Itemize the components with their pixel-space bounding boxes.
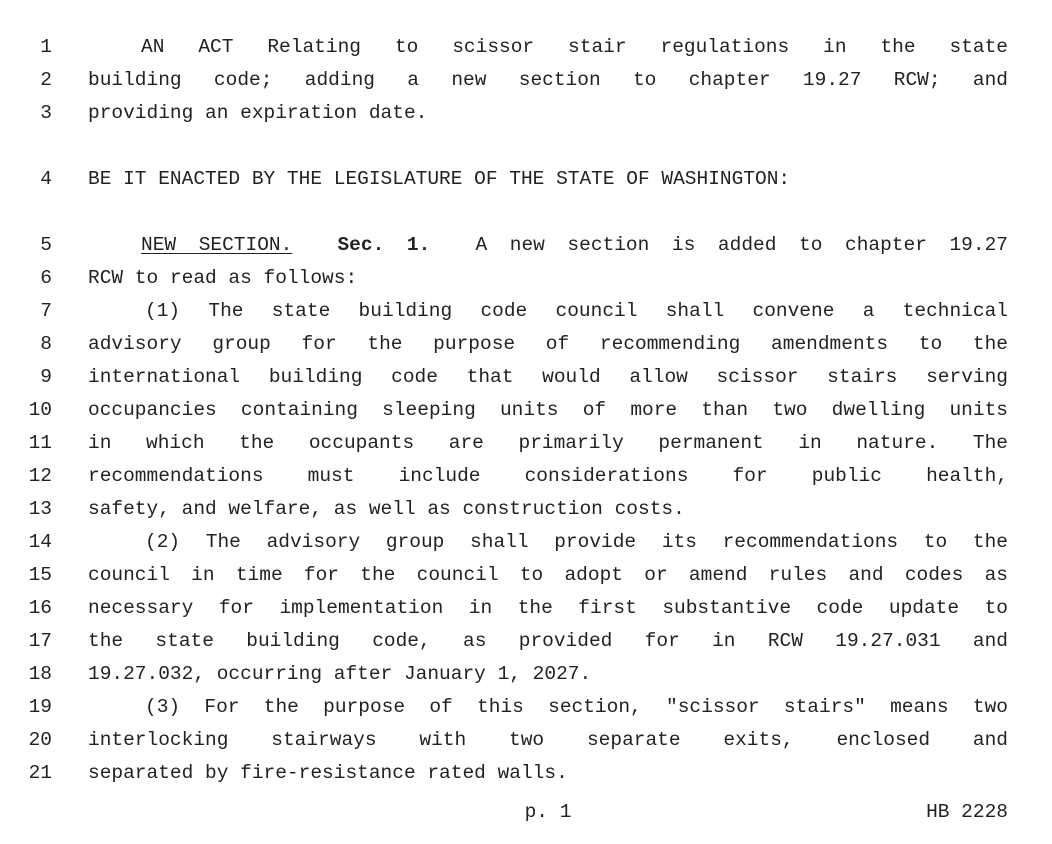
bill-line bbox=[0, 64, 1052, 97]
line-number: 16 bbox=[28, 597, 52, 619]
line-number: 13 bbox=[28, 498, 52, 520]
line-number: 10 bbox=[28, 399, 52, 421]
bill-line bbox=[0, 724, 1052, 757]
bill-line bbox=[0, 526, 1052, 559]
section-number: Sec. 1. bbox=[337, 234, 431, 256]
line-text: (1) The state building code council shall convene a technical bbox=[145, 300, 1008, 322]
line-number: 2 bbox=[40, 69, 52, 91]
bill-line bbox=[0, 31, 1052, 64]
line-number: 3 bbox=[40, 102, 52, 124]
line-number: 4 bbox=[40, 168, 52, 190]
enacting-clause bbox=[0, 163, 1052, 196]
bill-line bbox=[0, 394, 1052, 427]
line-number: 20 bbox=[28, 729, 52, 751]
line-number: 11 bbox=[28, 432, 52, 454]
line-number: 14 bbox=[28, 531, 52, 553]
bill-line bbox=[0, 262, 1052, 295]
bill-line bbox=[0, 361, 1052, 394]
bill-line bbox=[0, 691, 1052, 724]
line-number: 15 bbox=[28, 564, 52, 586]
line-text: RCW to read as follows: bbox=[88, 267, 358, 289]
bill-line bbox=[0, 559, 1052, 592]
line-number: 12 bbox=[28, 465, 52, 487]
bill-line bbox=[0, 328, 1052, 361]
bill-line bbox=[0, 295, 1052, 328]
line-text: necessary for implementation in the first substantive code update to bbox=[88, 597, 1008, 619]
line-number: 18 bbox=[28, 663, 52, 685]
new-section-label: NEW SECTION. bbox=[141, 234, 293, 256]
line-text: the state building code, as provided for in RCW 19.27.031 and bbox=[88, 630, 1008, 652]
line-text: recommendations must include considerations for public health, bbox=[88, 465, 1008, 487]
line-number: 19 bbox=[28, 696, 52, 718]
bill-line bbox=[0, 757, 1052, 790]
bill-line bbox=[0, 493, 1052, 526]
line-text: 19.27.032, occurring after January 1, 2027. bbox=[88, 663, 592, 685]
line-number: 1 bbox=[40, 36, 52, 58]
line-number: 21 bbox=[28, 762, 52, 784]
line-text: interlocking stairways with two separate exits, enclosed and bbox=[88, 729, 1008, 751]
bill-number: HB 2228 bbox=[926, 801, 1008, 823]
line-text: AN ACT Relating to scissor stair regulations in the state bbox=[141, 36, 1008, 58]
line-text: NEW SECTION. Sec. 1. A new section is added to chapter 19.27 bbox=[141, 234, 1008, 256]
line-text: occupancies containing sleeping units of more than two dwelling units bbox=[88, 399, 1008, 421]
line-text: safety, and welfare, as well as construction costs. bbox=[88, 498, 685, 520]
bill-line bbox=[0, 592, 1052, 625]
line-text: separated by fire-resistance rated walls. bbox=[88, 762, 568, 784]
page-number: p. 1 bbox=[524, 801, 572, 823]
line-text: (2) The advisory group shall provide its recommendations to the bbox=[145, 531, 1008, 553]
bill-line bbox=[0, 97, 1052, 130]
line-number: 8 bbox=[40, 333, 52, 355]
line-number: 9 bbox=[40, 366, 52, 388]
line-text: international building code that would allow scissor stairs serving bbox=[88, 366, 1008, 388]
line-number: 6 bbox=[40, 267, 52, 289]
bill-line bbox=[0, 460, 1052, 493]
line-number: 17 bbox=[28, 630, 52, 652]
bill-line bbox=[0, 658, 1052, 691]
bill-line bbox=[0, 625, 1052, 658]
line-text: in which the occupants are primarily permanent in nature. The bbox=[88, 432, 1008, 454]
line-text: BE IT ENACTED BY THE LEGISLATURE OF THE STATE OF WASHINGTON: bbox=[88, 168, 791, 190]
line-number: 5 bbox=[40, 234, 52, 256]
bill-line bbox=[0, 427, 1052, 460]
line-text: (3) For the purpose of this section, "scissor stairs" means two bbox=[145, 696, 1008, 718]
line-number: 7 bbox=[40, 300, 52, 322]
section-heading-line bbox=[0, 229, 1052, 262]
line-text: building code; adding a new section to chapter 19.27 RCW; and bbox=[88, 69, 1008, 91]
line-text: council in time for the council to adopt or amend rules and codes as bbox=[88, 564, 1008, 586]
line-text: providing an expiration date. bbox=[88, 102, 428, 124]
line-text: advisory group for the purpose of recommending amendments to the bbox=[88, 333, 1008, 355]
